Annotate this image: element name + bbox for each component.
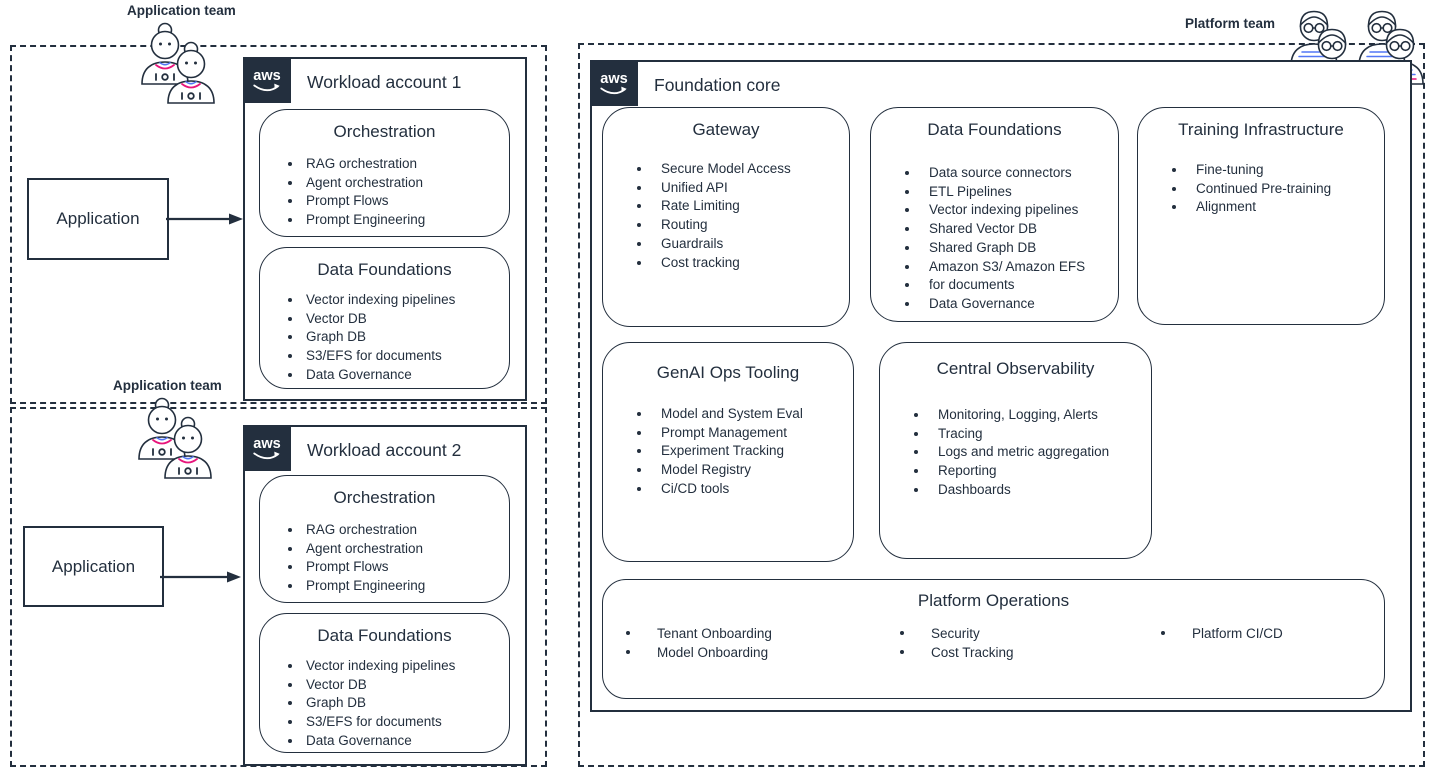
card-title: Data Foundations [317, 260, 452, 279]
bullet-item: Prompt Flows [288, 558, 509, 577]
bullet-list [900, 624, 1161, 662]
foundation-core-box [590, 60, 1412, 712]
bullet-item: Agent orchestration [288, 540, 509, 559]
bullet-list [260, 291, 509, 385]
bullet-item: Security [900, 624, 1161, 643]
bullet-item: Shared Graph DB [905, 239, 1118, 258]
bullet-item: Tracing [914, 425, 1151, 444]
account-title: Workload account 1 [307, 72, 462, 92]
card-orchestration-2 [259, 475, 510, 603]
svg-text:aws: aws [252, 67, 281, 84]
bullet-item: Cost Tracking [900, 643, 1161, 662]
bullet-item: RAG orchestration [288, 521, 509, 540]
foundation-core-title: Foundation core [654, 75, 781, 95]
bullet-item: Prompt Flows [288, 192, 509, 211]
aws-logo-badge [590, 60, 638, 106]
bullet-item: Data source connectors [905, 164, 1118, 183]
bullet-item: Agent orchestration [288, 174, 509, 193]
aws-logo-icon [245, 60, 289, 100]
card-title: Platform Operations [917, 591, 1070, 610]
bullet-item: Vector indexing pipelines [288, 657, 509, 676]
bullet-item: Continued Pre-training [1172, 180, 1384, 199]
platform-team-label: Platform team [1185, 16, 1276, 31]
bullet-list [871, 164, 1118, 314]
application-box-2 [23, 526, 164, 607]
bullet-item: Tenant Onboarding [626, 624, 900, 643]
bullet-item: Vector indexing pipelines [905, 201, 1118, 220]
bullet-item: Fine-tuning [1172, 161, 1384, 180]
bullet-item: Secure Model Access [637, 160, 849, 179]
bullet-item: RAG orchestration [288, 155, 509, 174]
bullet-item: Data Governance [288, 366, 509, 385]
bullet-item: ETL Pipelines [905, 183, 1118, 202]
card-platform-operations [602, 579, 1385, 699]
bullet-item: Prompt Engineering [288, 211, 509, 230]
bullet-list [880, 406, 1151, 500]
bullet-list [626, 624, 900, 662]
card-title: Training Infrastructure [1178, 120, 1344, 139]
bullet-item: S3/EFS for documents [288, 347, 509, 366]
card-training-infrastructure [1137, 107, 1385, 325]
bullet-item: Model and System Eval [637, 405, 853, 424]
bullet-item: Guardrails [637, 235, 849, 254]
aws-logo-icon [592, 63, 636, 103]
bullet-item: for documents [905, 276, 1118, 295]
card-title: GenAI Ops Tooling [656, 363, 800, 382]
bullet-item: Platform CI/CD [1161, 624, 1368, 643]
bullet-item: S3/EFS for documents [288, 713, 509, 732]
bullet-list [1138, 161, 1384, 217]
bullet-item: Model Registry [637, 461, 853, 480]
card-gateway [602, 107, 850, 327]
bullet-item: Reporting [914, 462, 1151, 481]
bullet-item: Alignment [1172, 198, 1384, 217]
bullet-list [260, 521, 509, 596]
aws-logo-badge [243, 425, 291, 471]
workload-account-2-box [243, 425, 527, 766]
bullet-item: Prompt Management [637, 424, 853, 443]
bullet-item: Vector DB [288, 676, 509, 695]
card-orchestration-1 [259, 109, 510, 237]
application-team-1-label: Application team [127, 3, 236, 18]
bullet-item: Ci/CD tools [637, 480, 853, 499]
application-box-1 [27, 178, 169, 260]
application-team-1-users-icon [136, 21, 220, 115]
application-team-2-users-icon [133, 396, 217, 490]
bullet-item: Prompt Engineering [288, 577, 509, 596]
workload-account-1-box [243, 57, 527, 401]
bullet-item: Vector indexing pipelines [288, 291, 509, 310]
card-title: Orchestration [333, 488, 436, 507]
svg-text:aws: aws [599, 70, 628, 87]
bullet-item: Amazon S3/ Amazon EFS [905, 258, 1118, 277]
card-data-foundations-1 [259, 247, 510, 389]
bullet-item: Dashboards [914, 481, 1151, 500]
arrow-icon [160, 569, 242, 585]
bullet-list [603, 160, 849, 272]
bullet-list [260, 155, 509, 230]
platform-operations-columns [626, 624, 1368, 662]
bullet-item: Rate Limiting [637, 197, 849, 216]
svg-text:aws: aws [252, 435, 281, 452]
application-label: Application [56, 209, 140, 228]
aws-logo-icon [245, 428, 289, 468]
card-genai-ops-tooling [602, 342, 854, 562]
bullet-item: Vector DB [288, 310, 509, 329]
account-title: Workload account 2 [307, 440, 462, 460]
bullet-item: Experiment Tracking [637, 442, 853, 461]
bullet-item: Graph DB [288, 328, 509, 347]
bullet-list [1161, 624, 1368, 662]
aws-logo-badge [243, 57, 291, 103]
application-label: Application [51, 556, 136, 576]
card-central-observability [879, 342, 1152, 559]
bullet-item: Logs and metric aggregation [914, 443, 1151, 462]
card-title: Data Foundations [927, 120, 1062, 139]
bullet-list [603, 405, 853, 499]
bullet-item: Model Onboarding [626, 643, 900, 662]
bullet-list [260, 657, 509, 751]
card-title: Data Foundations [317, 626, 452, 645]
bullet-item: Shared Vector DB [905, 220, 1118, 239]
bullet-item: Cost tracking [637, 254, 849, 273]
card-title: Orchestration [333, 122, 436, 141]
bullet-item: Data Governance [288, 732, 509, 751]
card-title: Central Observability [936, 359, 1095, 378]
application-team-2-label: Application team [113, 378, 222, 393]
card-data-foundations-2 [259, 613, 510, 753]
bullet-item: Graph DB [288, 694, 509, 713]
arrow-icon [166, 211, 244, 227]
card-data-foundations-core [870, 107, 1119, 322]
bullet-item: Monitoring, Logging, Alerts [914, 406, 1151, 425]
bullet-item: Unified API [637, 179, 849, 198]
bullet-item: Routing [637, 216, 849, 235]
bullet-item: Data Governance [905, 295, 1118, 314]
card-title: Gateway [692, 120, 760, 139]
